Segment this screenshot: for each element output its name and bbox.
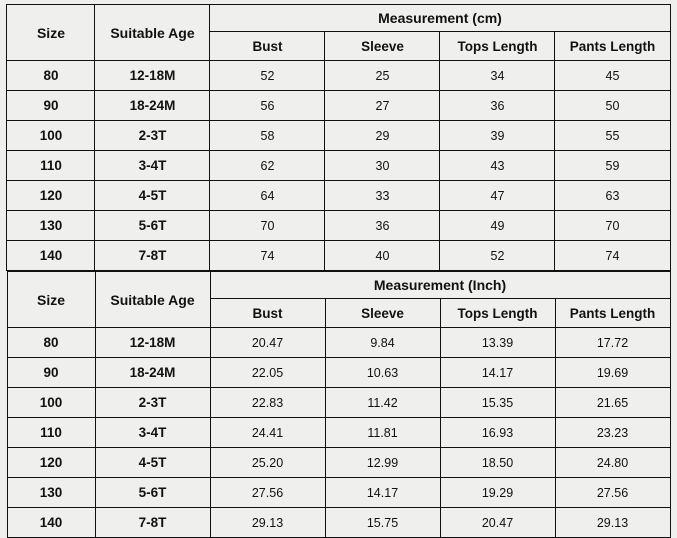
- cell-age: 12-18M: [95, 61, 210, 91]
- header-tops-length: Tops Length: [440, 32, 555, 61]
- cell-tops-length: 18.50: [440, 448, 555, 478]
- cell-sleeve: 36: [325, 211, 440, 241]
- table-row: [7, 61, 670, 91]
- cell-size: 130: [7, 478, 95, 508]
- cell-pants-length: 27.56: [555, 478, 670, 508]
- cell-tops-length: 15.35: [440, 388, 555, 418]
- cell-size: 120: [7, 448, 95, 478]
- cell-bust: 70: [210, 211, 325, 241]
- cell-sleeve: 14.17: [325, 478, 440, 508]
- header-suitable-age: Suitable Age: [95, 5, 210, 61]
- cell-size: 140: [7, 241, 95, 271]
- cell-size: 80: [7, 328, 95, 358]
- table-row: [7, 241, 670, 271]
- cell-bust: 22.05: [210, 358, 325, 388]
- cell-age: 2-3T: [95, 121, 210, 151]
- cell-size: 90: [7, 91, 95, 121]
- cell-bust: 58: [210, 121, 325, 151]
- cell-age: 2-3T: [95, 388, 210, 418]
- cell-size: 110: [7, 418, 95, 448]
- table-row: [7, 151, 670, 181]
- header-tops-length: Tops Length: [440, 299, 555, 328]
- cell-pants-length: 50: [555, 91, 670, 121]
- cell-bust: 56: [210, 91, 325, 121]
- cell-size: 80: [7, 61, 95, 91]
- cell-bust: 22.83: [210, 388, 325, 418]
- cell-size: 140: [7, 508, 95, 538]
- table-header-row: [7, 5, 670, 32]
- cell-size: 130: [7, 211, 95, 241]
- cell-pants-length: 29.13: [555, 508, 670, 538]
- header-sleeve: Sleeve: [325, 299, 440, 328]
- cell-age: 5-6T: [95, 211, 210, 241]
- cell-pants-length: 24.80: [555, 448, 670, 478]
- table-row: [7, 358, 670, 388]
- cell-size: 100: [7, 388, 95, 418]
- cell-tops-length: 52: [440, 241, 555, 271]
- cell-age: 3-4T: [95, 151, 210, 181]
- cell-size: 120: [7, 181, 95, 211]
- cell-age: 4-5T: [95, 448, 210, 478]
- table-row: [7, 418, 670, 448]
- table-row: [7, 388, 670, 418]
- cell-age: 18-24M: [95, 91, 210, 121]
- cell-tops-length: 47: [440, 181, 555, 211]
- cell-bust: 74: [210, 241, 325, 271]
- cell-age: 7-8T: [95, 508, 210, 538]
- cell-tops-length: 16.93: [440, 418, 555, 448]
- cell-age: 4-5T: [95, 181, 210, 211]
- cell-pants-length: 23.23: [555, 418, 670, 448]
- cell-sleeve: 30: [325, 151, 440, 181]
- cell-sleeve: 9.84: [325, 328, 440, 358]
- cell-sleeve: 40: [325, 241, 440, 271]
- cell-tops-length: 36: [440, 91, 555, 121]
- cell-sleeve: 11.42: [325, 388, 440, 418]
- cell-pants-length: 21.65: [555, 388, 670, 418]
- cell-age: 5-6T: [95, 478, 210, 508]
- cell-bust: 64: [210, 181, 325, 211]
- cell-age: 7-8T: [95, 241, 210, 271]
- cell-tops-length: 39: [440, 121, 555, 151]
- header-measurement-unit: Measurement (cm): [210, 5, 670, 32]
- cell-pants-length: 55: [555, 121, 670, 151]
- header-bust: Bust: [210, 32, 325, 61]
- table-row: [7, 448, 670, 478]
- table-row: [7, 181, 670, 211]
- cell-age: 12-18M: [95, 328, 210, 358]
- cell-sleeve: 25: [325, 61, 440, 91]
- cell-bust: 62: [210, 151, 325, 181]
- cell-sleeve: 12.99: [325, 448, 440, 478]
- cell-tops-length: 13.39: [440, 328, 555, 358]
- table-row: [7, 91, 670, 121]
- header-size: Size: [7, 272, 95, 328]
- cell-bust: 27.56: [210, 478, 325, 508]
- cell-pants-length: 45: [555, 61, 670, 91]
- table-header-row: [7, 272, 670, 299]
- cell-pants-length: 63: [555, 181, 670, 211]
- cell-age: 3-4T: [95, 418, 210, 448]
- table-row: [7, 121, 670, 151]
- cell-sleeve: 29: [325, 121, 440, 151]
- cell-bust: 29.13: [210, 508, 325, 538]
- cell-sleeve: 33: [325, 181, 440, 211]
- header-size: Size: [7, 5, 95, 61]
- cell-bust: 24.41: [210, 418, 325, 448]
- header-suitable-age: Suitable Age: [95, 272, 210, 328]
- table-row: [7, 328, 670, 358]
- cell-pants-length: 70: [555, 211, 670, 241]
- cell-bust: 52: [210, 61, 325, 91]
- size-chart-inch-table: [7, 271, 671, 538]
- cell-bust: 20.47: [210, 328, 325, 358]
- cell-tops-length: 34: [440, 61, 555, 91]
- cell-size: 110: [7, 151, 95, 181]
- cell-pants-length: 74: [555, 241, 670, 271]
- header-bust: Bust: [210, 299, 325, 328]
- cell-pants-length: 59: [555, 151, 670, 181]
- cell-tops-length: 19.29: [440, 478, 555, 508]
- cell-sleeve: 10.63: [325, 358, 440, 388]
- cell-sleeve: 15.75: [325, 508, 440, 538]
- cell-tops-length: 14.17: [440, 358, 555, 388]
- table-row: [7, 508, 670, 538]
- cell-pants-length: 19.69: [555, 358, 670, 388]
- table-row: [7, 211, 670, 241]
- cell-tops-length: 20.47: [440, 508, 555, 538]
- size-chart-cm-table: [6, 4, 670, 271]
- cell-age: 18-24M: [95, 358, 210, 388]
- cell-size: 90: [7, 358, 95, 388]
- header-pants-length: Pants Length: [555, 299, 670, 328]
- cell-sleeve: 11.81: [325, 418, 440, 448]
- cell-sleeve: 27: [325, 91, 440, 121]
- cell-tops-length: 49: [440, 211, 555, 241]
- header-pants-length: Pants Length: [555, 32, 670, 61]
- cell-size: 100: [7, 121, 95, 151]
- table-row: [7, 478, 670, 508]
- header-sleeve: Sleeve: [325, 32, 440, 61]
- cell-bust: 25.20: [210, 448, 325, 478]
- header-measurement-unit: Measurement (Inch): [210, 272, 670, 299]
- cell-pants-length: 17.72: [555, 328, 670, 358]
- cell-tops-length: 43: [440, 151, 555, 181]
